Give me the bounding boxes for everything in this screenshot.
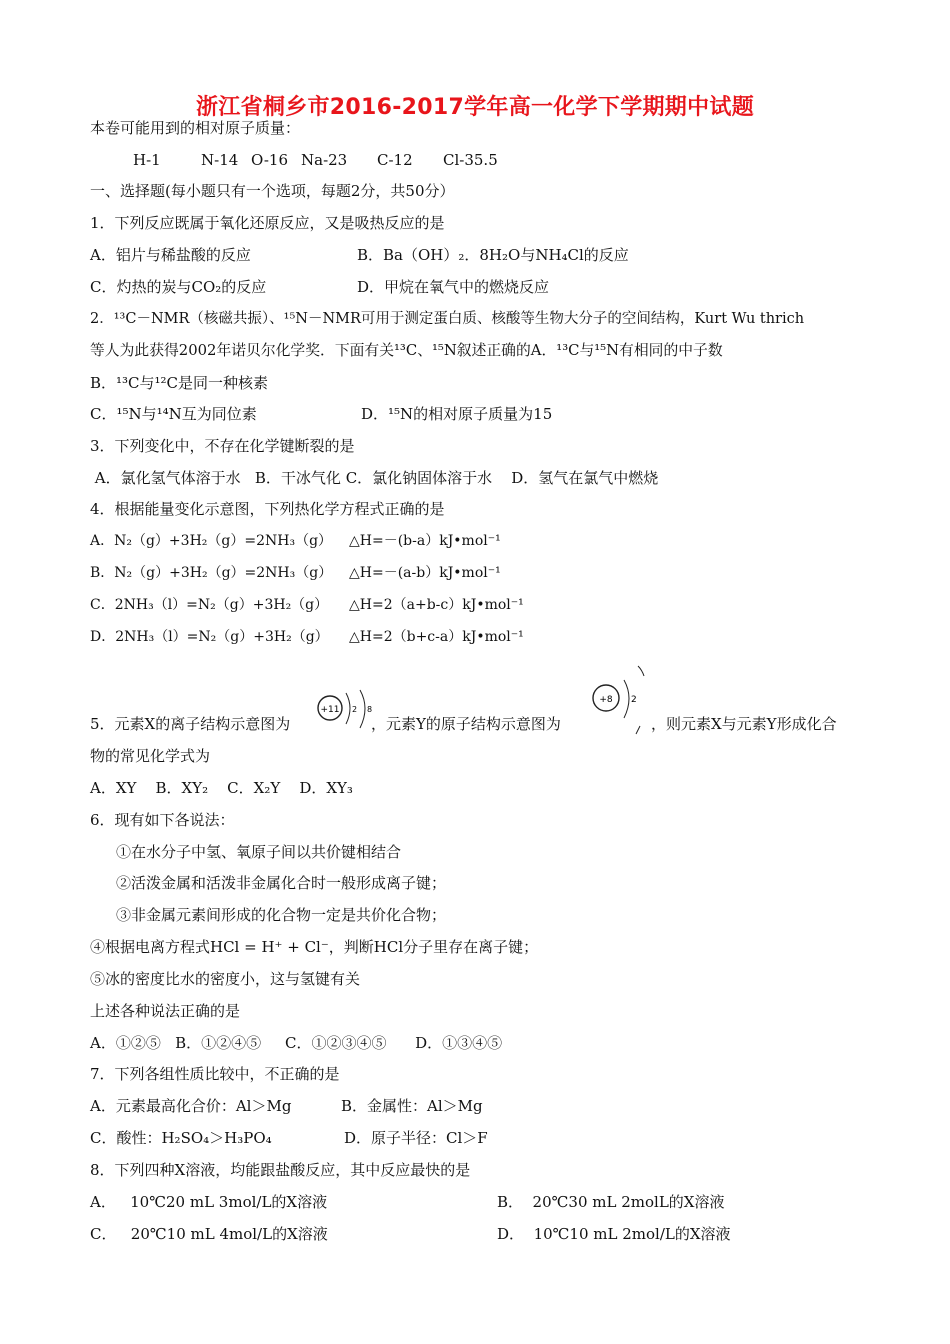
- page-title: 浙江省桐乡市2016-2017学年高一化学下学期期中试题: [196, 95, 754, 120]
- q3-stem: 3．下列变化中，不存在化学键断裂的是: [90, 437, 355, 455]
- mass-na: Na-23: [301, 151, 348, 169]
- q2-option-c: C．¹⁵N与¹⁴N互为同位素: [90, 405, 257, 423]
- mass-c: C-12: [377, 151, 413, 169]
- q8-stem: 8．下列四种X溶液，均能跟盐酸反应，其中反应最快的是: [90, 1161, 471, 1179]
- q8-option-a: A． 10℃20 mL 3mol/L的X溶液: [90, 1193, 328, 1211]
- q7-option-c: C．酸性：H₂SO₄＞H₃PO₄: [90, 1129, 272, 1147]
- q1-option-a: A．铝片与稀盐酸的反应: [90, 246, 251, 264]
- q7-option-d: D．原子半径：Cl＞F: [344, 1129, 488, 1147]
- q5-text-part2: ，元素Y的原子结构示意图为: [371, 715, 561, 733]
- q2-option-d: D．¹⁵N的相对原子质量为15: [361, 405, 553, 423]
- q3-options: A．氯化氢气体溶于水 B．干冰气化 C．氯化钠固体溶于水 D．氢气在氯气中燃烧: [90, 469, 659, 487]
- q1-option-d: D．甲烷在氧气中的燃烧反应: [357, 278, 550, 296]
- q6-ask: 上述各种说法正确的是: [90, 1002, 241, 1020]
- q6-stem: 6．现有如下各说法：: [90, 811, 235, 829]
- intro-text: 本卷可能用到的相对原子质量：: [90, 119, 301, 137]
- q6-statement-5: ⑤冰的密度比水的密度小，这与氢键有关: [90, 970, 361, 988]
- q2-line1: 2．¹³C－NMR（核磁共振）、¹⁵N－NMR可用于测定蛋白质、核酸等生物大分子的空间结构，Kurt Wu thrich: [90, 311, 805, 327]
- q6-statement-1: ①在水分子中氢、氧原子间以共价键相结合: [116, 843, 402, 861]
- ion-x-shell1-label: 2: [352, 705, 358, 714]
- q5-text-part1: 5．元素X的离子结构示意图为: [90, 715, 291, 733]
- q2-line2: 等人为此获得2002年诺贝尔化学奖．下面有关¹³C、¹⁵N叙述正确的A．¹³C与¹⁵N有相同的中子数: [90, 342, 723, 359]
- q7-option-b: B．金属性：Al＞Mg: [341, 1097, 483, 1115]
- q6-statement-3: ③非金属元素间形成的化合物一定是共价化合物；: [116, 906, 447, 924]
- mass-n: N-14: [201, 151, 239, 169]
- mass-cl: Cl-35.5: [443, 151, 498, 169]
- section-heading: 一、选择题(每小题只有一个选项，每题2分，共50分）: [90, 182, 455, 200]
- atom-y-nucleus-label: +8: [599, 695, 613, 705]
- q1-stem: 1．下列反应既属于氧化还原反应，又是吸热反应的是: [90, 214, 445, 232]
- mass-h: H-1: [133, 151, 161, 169]
- ion-x-shell2-label: 8: [367, 705, 373, 714]
- q4-stem: 4．根据能量变化示意图，下列热化学方程式正确的是: [90, 500, 445, 518]
- q4-option-c-equation: C．2NH₃（l）=N₂（g）+3H₂（g）: [90, 597, 329, 613]
- ion-x-nucleus-label: +11: [320, 705, 340, 715]
- atom-y-structure-diagram: [590, 664, 652, 736]
- q5-options: A．XY B．XY₂ C．X₂Y D．XY₃: [90, 779, 353, 797]
- q8-option-d: D． 10℃10 mL 2mol/L的X溶液: [497, 1225, 731, 1243]
- q4-option-c-enthalpy: △H=2（a+b-c）kJ•mol⁻¹: [349, 597, 524, 613]
- atom-y-shell1-label: 2: [631, 695, 637, 705]
- q4-option-b-equation: B．N₂（g）+3H₂（g）=2NH₃（g）: [90, 565, 333, 581]
- q8-option-b: B． 20℃30 mL 2molL的X溶液: [497, 1193, 725, 1211]
- q4-option-b-enthalpy: △H=－(a-b）kJ•mol⁻¹: [349, 565, 501, 581]
- q4-option-a-equation: A．N₂（g）+3H₂（g）=2NH₃（g）: [90, 533, 333, 549]
- q5-line2: 物的常见化学式为: [90, 747, 211, 765]
- q7-stem: 7．下列各组性质比较中，不正确的是: [90, 1065, 340, 1083]
- ion-x-structure-diagram: [316, 688, 378, 746]
- q4-option-d-equation: D．2NH₃（l）=N₂（g）+3H₂（g）: [90, 629, 329, 645]
- q5-text-part3: ，则元素X与元素Y形成化合: [651, 715, 837, 733]
- q8-option-c: C． 20℃10 mL 4mol/L的X溶液: [90, 1225, 328, 1243]
- mass-o: O-16: [251, 151, 289, 169]
- q1-option-c: C．灼热的炭与CO₂的反应: [90, 278, 267, 296]
- q1-option-b: B．Ba（OH）₂．8H₂O与NH₄Cl的反应: [357, 246, 629, 264]
- q7-option-a: A．元素最高化合价：Al＞Mg: [90, 1097, 292, 1115]
- q6-options: A．①②⑤ B．①②④⑤ C．①②③④⑤ D．①③④⑤: [90, 1034, 503, 1052]
- q6-statement-4: ④根据电离方程式HCl = H⁺ + Cl⁻，判断HCl分子里存在离子键；: [90, 938, 539, 956]
- q6-statement-2: ②活泼金属和活泼非金属化合时一般形成离子键；: [116, 874, 447, 892]
- q4-option-d-enthalpy: △H=2（b+c-a）kJ•mol⁻¹: [349, 629, 524, 645]
- q4-option-a-enthalpy: △H=－(b-a）kJ•mol⁻¹: [349, 533, 501, 549]
- q2-option-b: B．¹³C与¹²C是同一种核素: [90, 374, 269, 392]
